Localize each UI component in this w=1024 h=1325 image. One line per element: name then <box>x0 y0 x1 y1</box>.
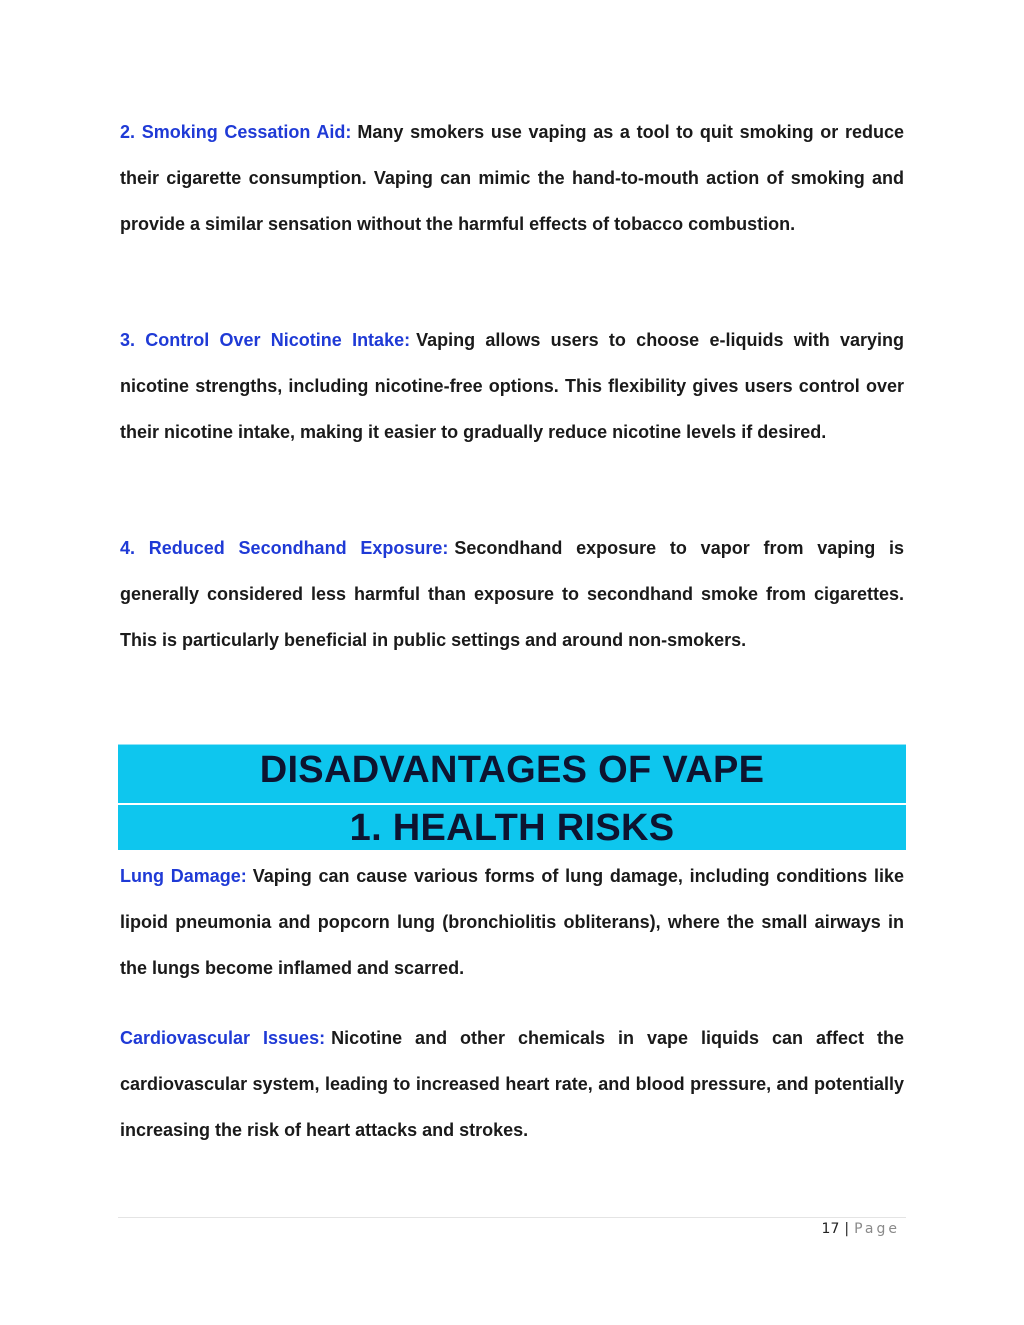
section-body: Secondhand exposure to vapor from vaping is generally considered less harmful than exposure to secondhand smoke from cigarettes. This is particularly beneficial in public settings and around non-smokers. <box>120 538 905 650</box>
footer-separator: | <box>844 1221 850 1237</box>
disadvantages-banner: DISADVANTAGES OF VAPE <box>118 744 906 803</box>
footer-divider <box>118 1217 906 1218</box>
page-footer <box>822 1221 900 1237</box>
section-nicotine-control <box>120 317 904 455</box>
section-body: Nicotine and other chemicals in vape liquids can affect the cardiovascular system, leading to increased heart rate, and blood pressure, and potentially increasing the risk of heart attacks and strokes. <box>120 1028 904 1140</box>
section-smoking-cessation <box>120 109 904 247</box>
paragraph <box>120 317 904 455</box>
section-cardiovascular <box>120 1015 904 1153</box>
page-label: Page <box>854 1221 900 1237</box>
paragraph <box>120 525 904 663</box>
paragraph <box>120 1015 904 1153</box>
section-heading: 2. Smoking Cessation Aid: <box>120 122 352 142</box>
page-number: 17 <box>821 1221 840 1237</box>
section-lung-damage <box>120 853 904 991</box>
section-heading: Lung Damage: <box>120 866 247 886</box>
section-heading: 4. Reduced Secondhand Exposure: <box>120 538 449 558</box>
health-risks-banner: 1. HEALTH RISKS <box>118 805 906 850</box>
paragraph <box>120 853 904 991</box>
section-secondhand-exposure <box>120 525 904 663</box>
section-heading: Cardiovascular Issues: <box>120 1028 326 1048</box>
section-body: Many smokers use vaping as a tool to quit smoking or reduce their cigarette consumption. Vaping can mimic the hand-to-mouth action of smoking and provide a similar sensation without the harmful effects of tobacco combustion. <box>120 122 904 234</box>
section-heading: 3. Control Over Nicotine Intake: <box>120 330 411 350</box>
section-body: Vaping allows users to choose e-liquids with varying nicotine strengths, including nicotine-free options. This flexibility gives users control over their nicotine intake, making it easier to gradually reduce nicotine levels if desired. <box>120 330 904 442</box>
section-body: Vaping can cause various forms of lung damage, including conditions like lipoid pneumonia and popcorn lung (bronchiolitis obliterans), where the small airways in the lungs become inflamed and scarred. <box>120 866 905 978</box>
paragraph <box>120 109 904 247</box>
